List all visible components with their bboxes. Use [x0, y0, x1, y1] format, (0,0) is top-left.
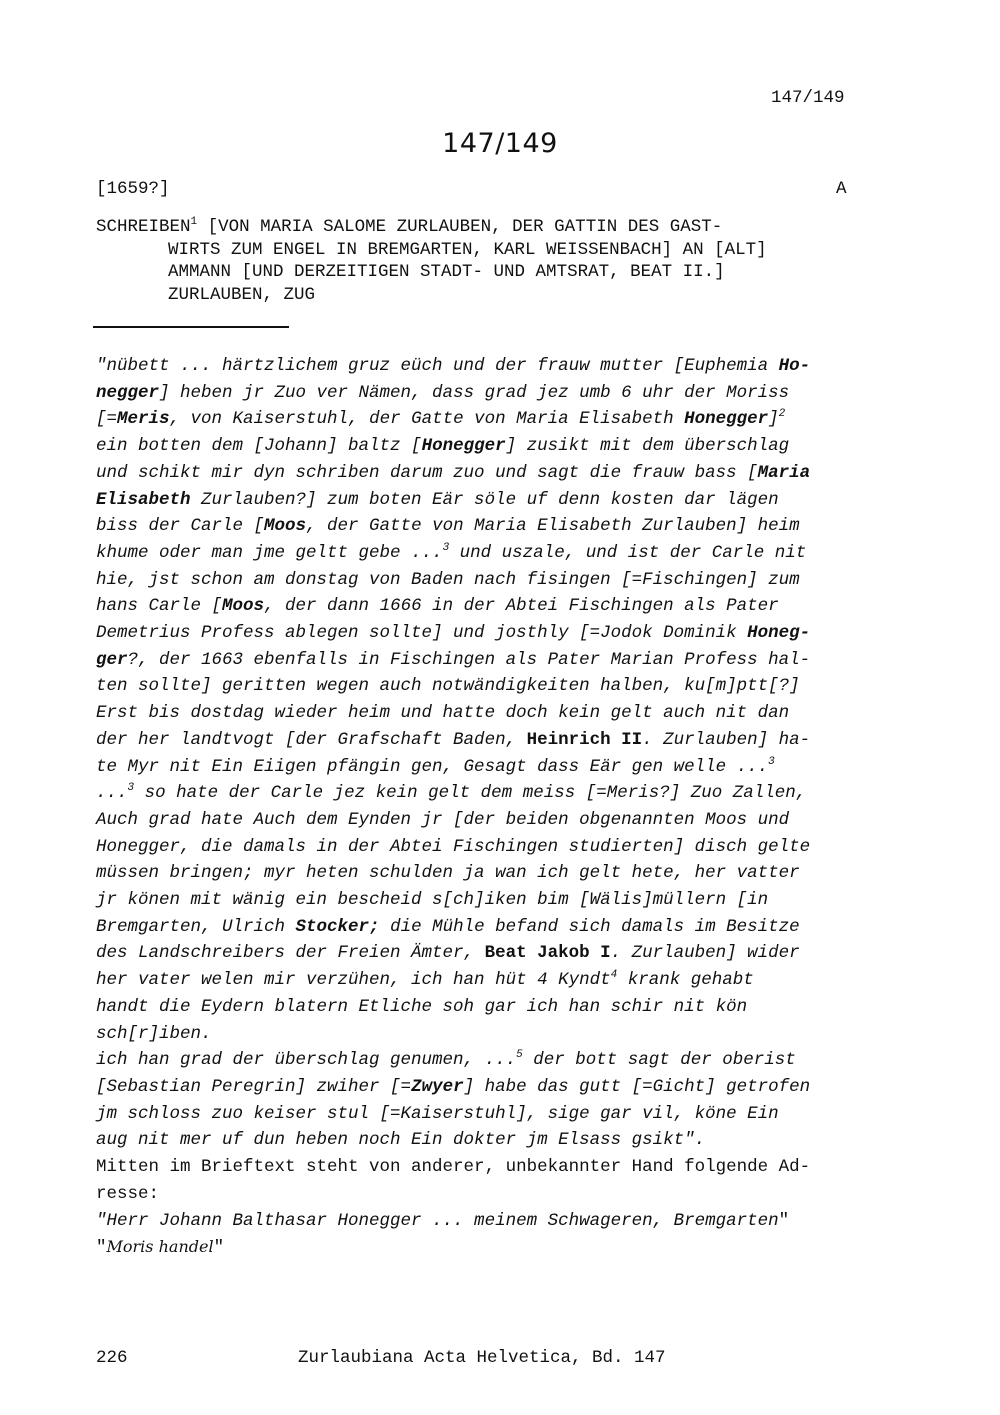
page-number: 226 [96, 1348, 128, 1368]
document-letter: A [836, 179, 847, 199]
document-date: [1659?] [96, 179, 170, 199]
publication-title: Zurlaubiana Acta Helvetica, Bd. 147 [298, 1348, 666, 1368]
editorial-note: Mitten im Brieftext steht von anderer, unbekannter Hand folgende Ad- [96, 1157, 811, 1178]
editorial-note-cont: resse: [96, 1183, 160, 1204]
address-line: "Herr Johann Balthasar Honegger ... meinem Schwageren, Bremgarten [96, 1210, 779, 1231]
document-number-title: 147/149 [442, 128, 558, 159]
heading-rule [93, 326, 289, 328]
letter-body: "nübett ... härtzlichem gruz eüch und der frauw mutter [Euphemia Ho- negger] heben jr Zuo ver Nämen, dass grad jez umb 6 uhr der Moriss [=Meris, von Kaiserstuhl, der Gatte von Maria Elisabeth Honegger]$^2$ ein botten dem [Johann] baltz [Honegger] zusikt mit dem überschlag und schikt mir dyn schriben darum zuo und sagt die frauw bass [Maria Elisabeth Zurlauben?] zum boten Eär söle uf denn kosten dar lägen biss der Carle [Moos, der Gatte von Maria Elisabeth Zurlauben] heim khume oder man jme geltt gebe ...$^3$ und uszale, und ist der Carle nit hie, jst schon am donstag von Baden nach fisingen [=Fischingen] zum hans Carle [Moos, der dann 1666 in der Abtei Fischingen als Pater Demetrius Profess ablegen sollte] und josthly [=Jodok Dominik Honeg- ger?, der 1663 ebenfalls in Fischingen als Pater Marian Profess hal- ten sollte] geritten wegen auch notwändigkeiten halben, ku[m]ptt[?] Erst bis dostdag wieder heim und hatte doch kein gelt auch nit dan der her landtvogt [der Grafschaft Baden, Heinrich II. Zurlauben] ha- te Myr nit Ein Eiigen pfängin gen, Gesagt dass Eär gen welle ...$^3$ ...$^3$ so hate der Carle jez kein gelt dem meiss [=Meris?] Zuo Zallen, Auch grad hate Auch dem Eynden jr [der beiden obgenannten Moos und Honegger, die damals in der Abtei Fischingen studierten] disch gelte müssen bringen; myr heten schulden ja wan ich gelt hete, her vatter jr könen mit wänig ein bescheid s[ch]iken bim [Wälis]müllern [in Bremgarten, Ulrich Stocker; die Mühle befand sich damals im Besitze des Landschreibers der Freien Ämter, Beat Jakob I. Zurlauben] wider her vater welen mir verzühen, ich han hüt 4 Kyndt$^4$ krank gehabt handt die Eydern blatern Etliche soh gar ich han schir nit kön sch[r]iben. ich han grad der überschlag genumen, ...$^5$ der bott sagt der oberist [Sebastian Peregrin] zwiher [=Zwyer] habe das gutt [=Gicht] getrofen jm schloss zuo keiser stul [=Kaiserstuhl], sige gar vil, köne Ein aug nit mer uf dun heben noch Ein dokter jm Elsass gsikt". Mitten im Brieftext steht von anderer, unbekannter Hand folgende Ad- resse: "Herr Johann Balthasar Honegger ... meinem Schwageren, Bremgarten" "Moris handel" [96, 356, 811, 1259]
footnote-ref: 1 [190, 216, 198, 228]
running-head: 147/149 [771, 88, 845, 108]
endorsement-line: "Moris handel" [96, 1237, 225, 1259]
document-heading: SCHREIBEN$^1$ [VON MARIA SALOME ZURLAUBEN, DER GATTIN DES GAST- WIRTS ZUM ENGEL IN BREMGARTEN, KARL WEISSENBACH] AN [ALT] AMMANN [UND DERZEITIGEN STADT- UND AMTSRAT, BEAT II.] ZURLAUBEN, ZUG [96, 216, 767, 305]
